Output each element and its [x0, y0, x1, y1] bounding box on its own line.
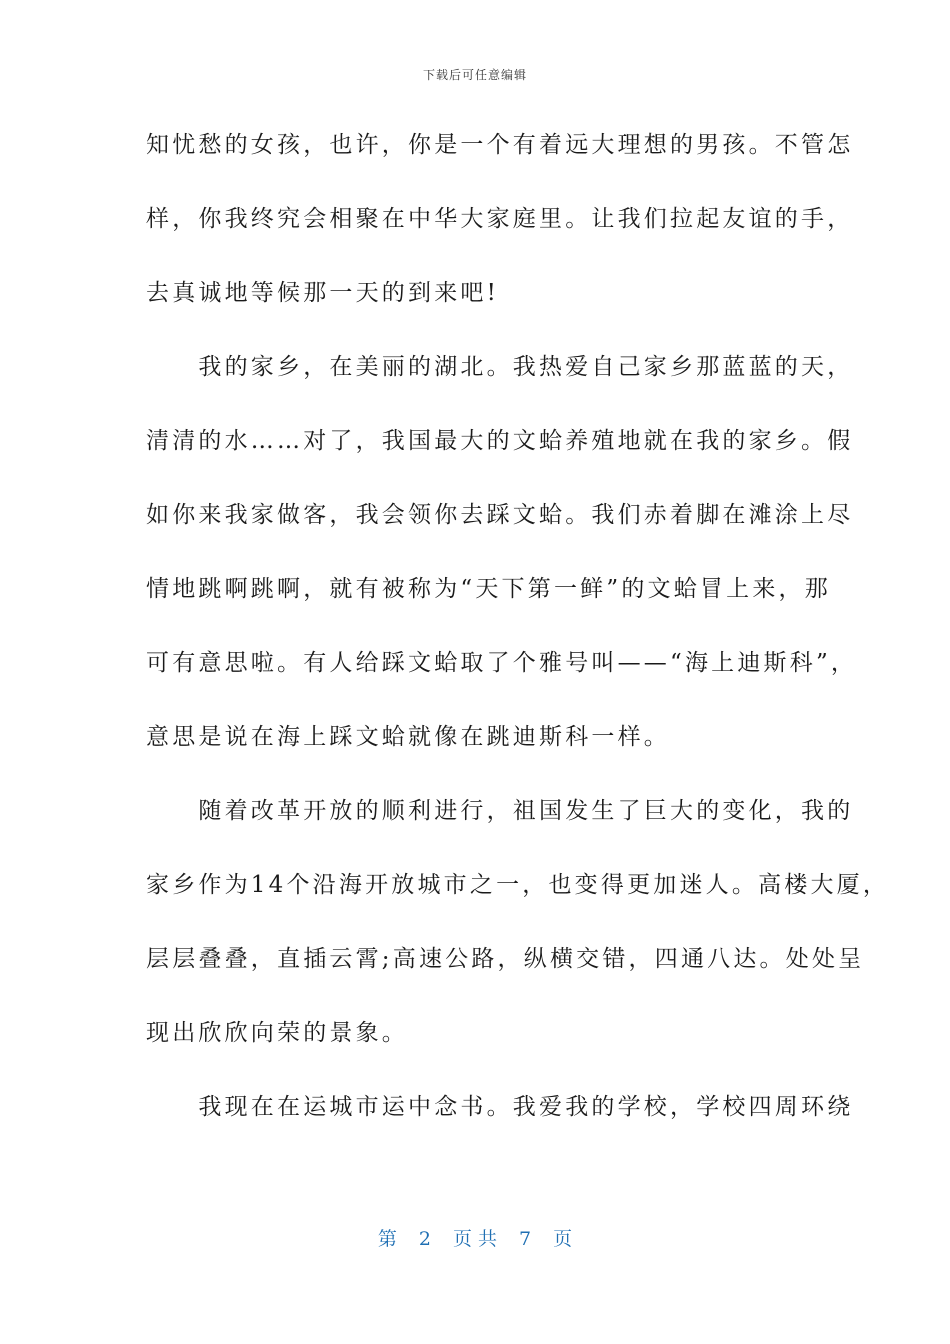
text-line: 家乡作为14个沿海开放城市之一，也变得更加迷人。高楼大厦，: [146, 872, 890, 898]
text-line: 随着改革开放的顺利进行，祖国发生了巨大的变化，我的: [146, 798, 854, 824]
footer-word-gong: 共: [478, 1228, 498, 1250]
text-line: 层层叠叠，直插云霄;高速公路，纵横交错，四通八达。处处呈: [146, 946, 865, 972]
text-line: 我的家乡，在美丽的湖北。我热爱自己家乡那蓝蓝的天，: [146, 354, 854, 380]
current-page-number: 2: [418, 1228, 431, 1250]
page-footer: [0, 1224, 950, 1251]
text-line: 现出欣欣向荣的景象。: [146, 1020, 408, 1046]
text-line: 去真诚地等候那一天的到来吧!: [146, 280, 500, 306]
text-line: 情地跳啊跳啊，就有被称为“天下第一鲜”的文蛤冒上来，那: [146, 576, 831, 602]
text-line: 可有意思啦。有人给踩文蛤取了个雅号叫——“海上迪斯科”，: [146, 650, 858, 676]
text-line: 我现在在运城市运中念书。我爱我的学校，学校四周环绕: [146, 1094, 854, 1120]
text-line: 知忧愁的女孩，也许，你是一个有着远大理想的男孩。不管怎: [146, 132, 854, 158]
footer-word-ye: 页: [452, 1228, 472, 1250]
text-line: 意思是说在海上踩文蛤就像在跳迪斯科一样。: [146, 724, 670, 750]
footer-word-ye-end: 页: [553, 1228, 573, 1250]
text-line: 清清的水……对了，我国最大的文蛤养殖地就在我的家乡。假: [146, 428, 854, 454]
footer-word-di: 第: [377, 1228, 397, 1250]
text-line: 样，你我终究会相聚在中华大家庭里。让我们拉起友谊的手，: [146, 206, 854, 232]
document-body: [146, 120, 890, 1156]
total-page-count: 7: [519, 1228, 532, 1250]
text-line: 如你来我家做客，我会领你去踩文蛤。我们赤着脚在滩涂上尽: [146, 502, 854, 528]
page-header: 下载后可任意编辑: [422, 68, 527, 82]
